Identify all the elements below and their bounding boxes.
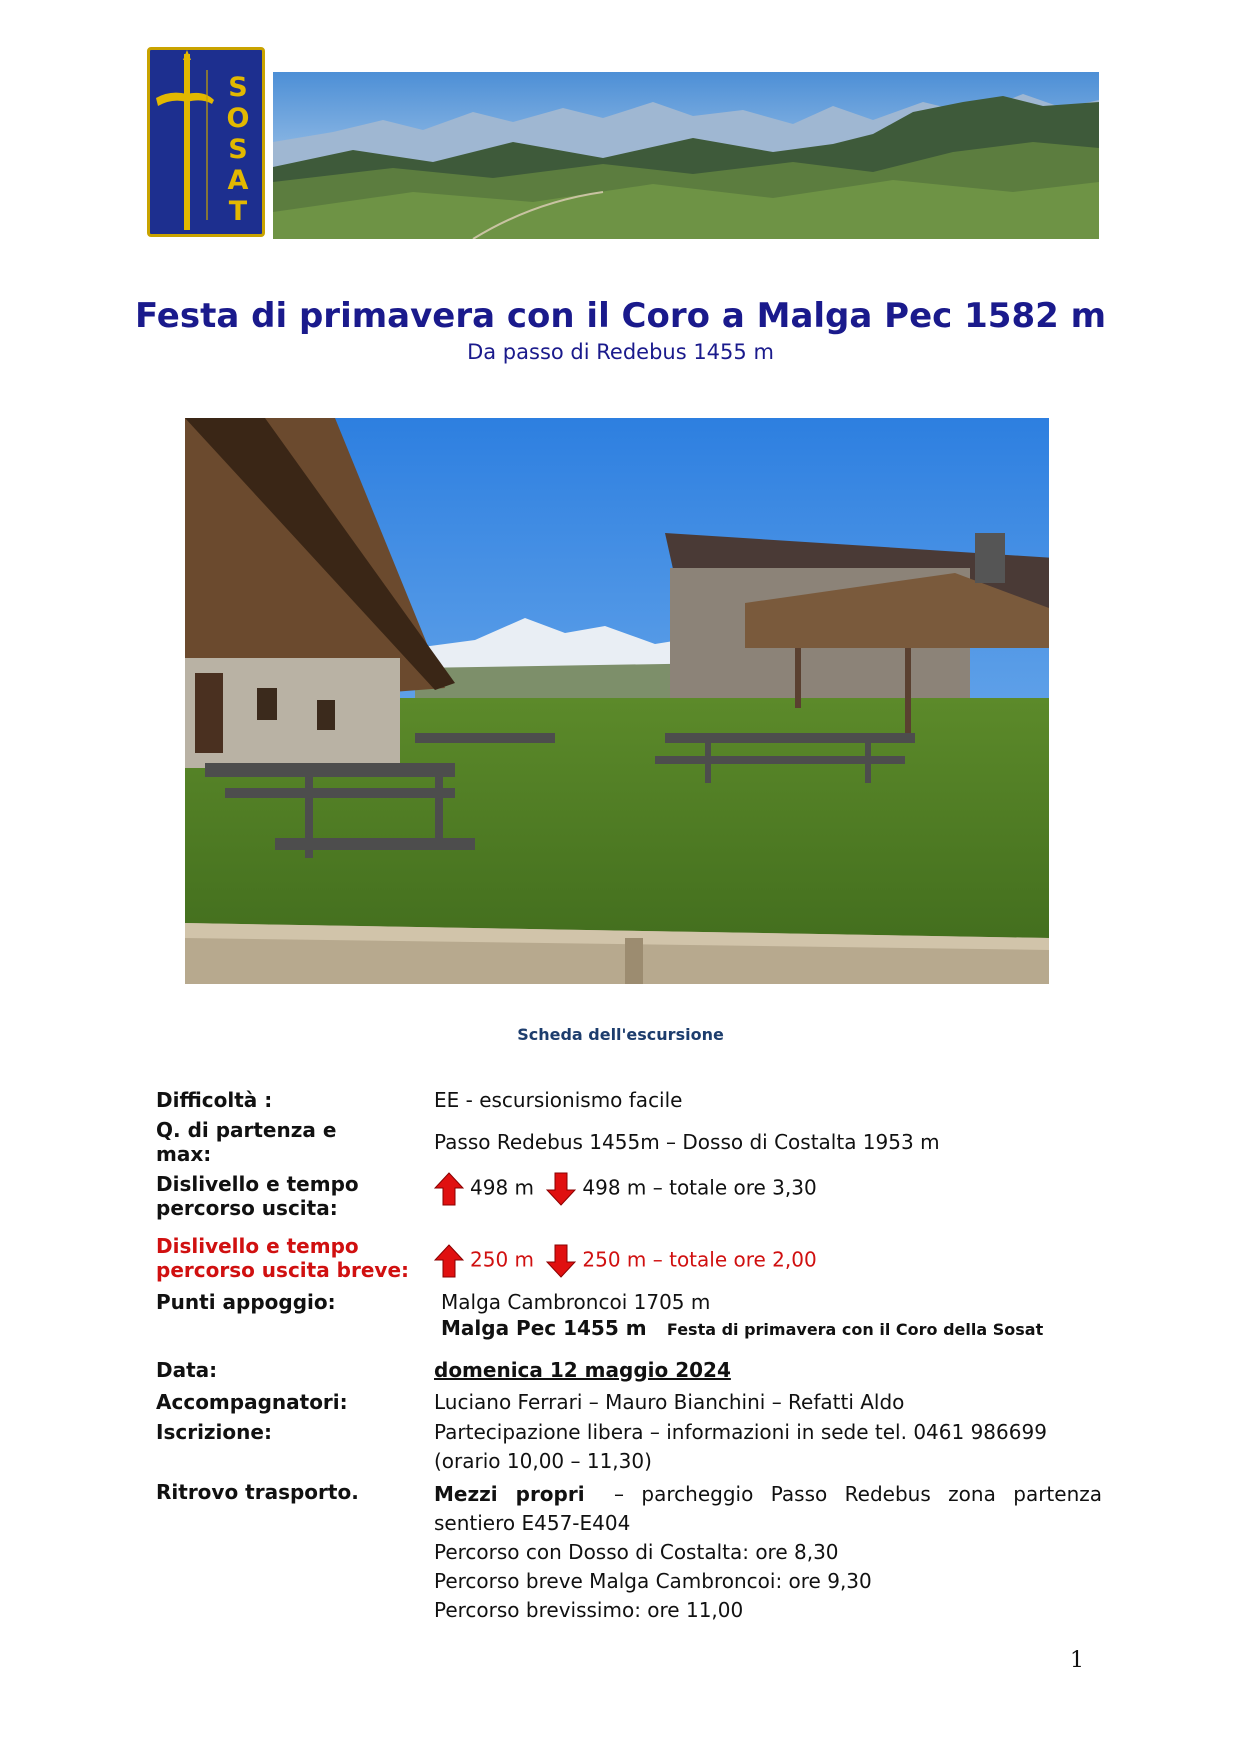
header-banner-image [273,72,1099,239]
label-dislivello-breve-line: Dislivello e tempo [156,1234,359,1258]
value-quota: Passo Redebus 1455m – Dosso di Costalta 1953 m [434,1130,940,1154]
page-title: Festa di primavera con il Coro a Malga Pec 1582 m [134,296,1107,336]
logo-letter: O [226,103,250,134]
arrow-up-icon [434,1172,464,1206]
label-dislivello-breve-line: percorso uscita breve: [156,1258,410,1282]
label-iscrizione: Iscrizione: [156,1420,272,1444]
ritrovo-transport [434,1480,1102,1538]
arrow-down-icon [546,1244,576,1278]
iscrizione-line: Partecipazione libera – informazioni in sede tel. 0461 986699 [434,1420,1047,1444]
value-ritrovo [434,1480,1102,1625]
label-data: Data: [156,1358,218,1382]
malga-pec-name: Malga Pec 1455 m [441,1316,647,1340]
value-iscrizione [434,1420,1047,1473]
logo-letter: S [228,72,248,103]
dislivello-breve-down: 250 m – totale ore 2,00 [582,1247,817,1272]
logo-letter: A [227,165,249,196]
dislivello-down: 498 m – totale ore 3,30 [582,1175,817,1200]
page-subtitle: Da passo di Redebus 1455 m [467,340,774,364]
ritrovo-line: Percorso breve Malga Cambroncoi: ore 9,30 [434,1569,872,1593]
label-difficolta: Difficoltà : [156,1088,273,1112]
ritrovo-line: Percorso brevissimo: ore 11,00 [434,1598,744,1622]
logo-letter: T [228,196,248,227]
value-accompagnatori: Luciano Ferrari – Mauro Bianchini – Refatti Aldo [434,1390,905,1414]
value-dislivello-breve [434,1244,817,1278]
scheda-heading: Scheda dell'escursione [517,1025,724,1044]
label-quota-line: Q. di partenza e [156,1118,337,1142]
malga-photo [185,418,1049,984]
dislivello-up: 498 m [470,1175,535,1200]
page-number: 1 [1070,1648,1084,1673]
label-dislivello-line: percorso uscita: [156,1196,338,1220]
value-dislivello [434,1172,817,1206]
value-data: domenica 12 maggio 2024 [434,1358,731,1382]
label-punti: Punti appoggio: [156,1290,336,1314]
dislivello-breve-up: 250 m [470,1247,535,1272]
ritrovo-line: Percorso con Dosso di Costalta: ore 8,30 [434,1540,839,1564]
value-punti-2 [441,1316,1043,1342]
logo-letter: S [228,134,248,165]
festa-note: Festa di primavera con il Coro della Sosat [666,1320,1044,1339]
label-ritrovo: Ritrovo trasporto. [156,1480,359,1504]
label-quota-line: max: [156,1142,212,1166]
mezzi-propri: Mezzi propri [434,1482,585,1506]
label-accompagnatori: Accompagnatori: [156,1390,348,1414]
label-quota [156,1118,336,1166]
ritrovo-details: – parcheggio Passo Redebus zona partenza sentiero E457-E404 [434,1482,1103,1535]
sosat-logo [147,47,265,237]
label-dislivello-breve [156,1234,409,1282]
arrow-down-icon [546,1172,576,1206]
label-dislivello [156,1172,359,1220]
iscrizione-line: (orario 10,00 – 11,30) [434,1449,652,1473]
label-dislivello-line: Dislivello e tempo [156,1172,359,1196]
arrow-up-icon [434,1244,464,1278]
value-punti-1: Malga Cambroncoi 1705 m [441,1290,711,1314]
value-difficolta: EE - escursionismo facile [434,1088,683,1112]
